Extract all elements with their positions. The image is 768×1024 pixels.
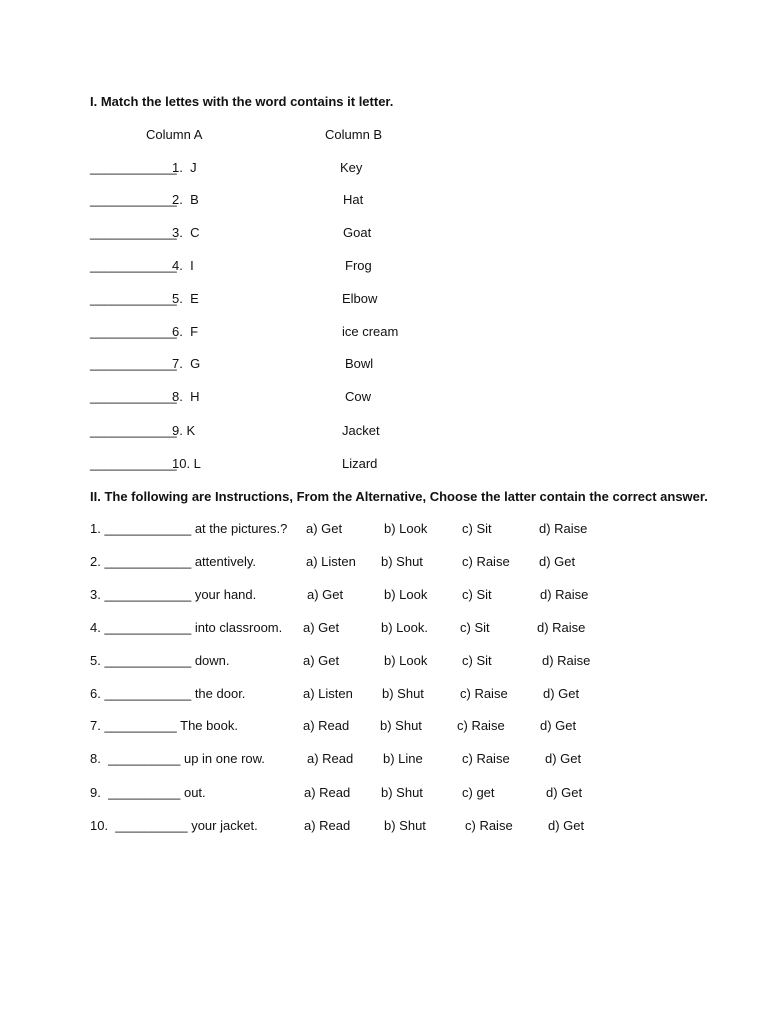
column-b-word: Jacket	[342, 423, 380, 438]
option-b[interactable]: b) Shut	[381, 785, 423, 800]
column-a-item: 8. H	[172, 389, 200, 404]
answer-blank[interactable]: ____________	[90, 456, 177, 471]
option-b[interactable]: b) Look	[384, 521, 428, 536]
column-a-item: 2. B	[172, 192, 199, 207]
column-a-item: 9. K	[172, 423, 196, 438]
option-a[interactable]: a) Listen	[303, 686, 353, 701]
option-b[interactable]: b) Shut	[380, 718, 422, 733]
option-d[interactable]: d) Get	[546, 785, 583, 800]
column-b-word: Hat	[343, 192, 364, 207]
option-a[interactable]: a) Read	[303, 718, 350, 733]
question-prompt: 2. ____________ attentively.	[90, 554, 257, 569]
option-d[interactable]: d) Raise	[540, 587, 589, 602]
option-c[interactable]: c) Sit	[462, 653, 492, 668]
question-prompt: 3. ____________ your hand.	[90, 587, 257, 602]
option-b[interactable]: b) Shut	[384, 818, 426, 833]
column-a-item: 10. L	[172, 456, 201, 471]
answer-blank[interactable]: ____________	[90, 389, 177, 404]
question-prompt: 5. ____________ down.	[90, 653, 230, 668]
option-a[interactable]: a) Get	[303, 653, 340, 668]
option-c[interactable]: c) Raise	[465, 818, 513, 833]
answer-blank[interactable]: ____________	[90, 356, 177, 371]
option-c[interactable]: c) Raise	[462, 554, 510, 569]
option-d[interactable]: d) Raise	[542, 653, 591, 668]
option-a[interactable]: a) Get	[307, 587, 344, 602]
column-a-item: 3. C	[172, 225, 200, 240]
option-c[interactable]: c) Raise	[457, 718, 505, 733]
option-d[interactable]: d) Raise	[539, 521, 588, 536]
option-b[interactable]: b) Line	[383, 751, 423, 766]
option-b[interactable]: b) Look.	[381, 620, 428, 635]
answer-blank[interactable]: ____________	[90, 324, 177, 339]
option-a[interactable]: a) Read	[304, 785, 351, 800]
column-a-item: 1. J	[172, 160, 197, 175]
column-b-word: Bowl	[345, 356, 374, 371]
option-c[interactable]: c) Sit	[460, 620, 490, 635]
option-b[interactable]: b) Look	[384, 587, 428, 602]
column-b-word: Elbow	[342, 291, 378, 306]
option-d[interactable]: d) Get	[548, 818, 585, 833]
section1-heading: I. Match the lettes with the word contains it letter.	[90, 94, 394, 109]
option-b[interactable]: b) Shut	[381, 554, 423, 569]
option-a[interactable]: a) Get	[303, 620, 340, 635]
option-d[interactable]: d) Raise	[537, 620, 586, 635]
option-c[interactable]: c) Sit	[462, 521, 492, 536]
option-d[interactable]: d) Get	[540, 718, 577, 733]
column-b-word: Frog	[345, 258, 372, 273]
column-b-word: Lizard	[342, 456, 378, 471]
answer-blank[interactable]: ____________	[90, 160, 177, 175]
question-prompt: 4. ____________ into classroom.	[90, 620, 283, 635]
answer-blank[interactable]: ____________	[90, 291, 177, 306]
column-b-word: Key	[340, 160, 363, 175]
question-prompt: 7. __________ The book.	[90, 718, 238, 733]
option-d[interactable]: d) Get	[543, 686, 580, 701]
column-a-item: 5. E	[172, 291, 199, 306]
answer-blank[interactable]: ____________	[90, 225, 177, 240]
option-c[interactable]: c) get	[462, 785, 495, 800]
column-a-header: Column A	[146, 127, 203, 142]
option-c[interactable]: c) Raise	[460, 686, 508, 701]
option-a[interactable]: a) Read	[304, 818, 351, 833]
column-b-word: ice cream	[342, 324, 399, 339]
answer-blank[interactable]: ____________	[90, 258, 177, 273]
column-b-header: Column B	[325, 127, 383, 142]
option-a[interactable]: a) Get	[306, 521, 343, 536]
answer-blank[interactable]: ____________	[90, 423, 177, 438]
option-b[interactable]: b) Look	[384, 653, 428, 668]
question-prompt: 9. __________ out.	[90, 785, 206, 800]
question-prompt: 1. ____________ at the pictures.?	[90, 521, 288, 536]
column-a-item: 6. F	[172, 324, 199, 339]
question-prompt: 10. __________ your jacket.	[90, 818, 258, 833]
question-prompt: 6. ____________ the door.	[90, 686, 246, 701]
section2-heading: II. The following are Instructions, From the Alternative, Choose the latter contain the correct answer.	[90, 489, 708, 504]
column-b-word: Cow	[345, 389, 372, 404]
column-a-item: 4. I	[172, 258, 194, 273]
option-c[interactable]: c) Raise	[462, 751, 510, 766]
option-d[interactable]: d) Get	[539, 554, 576, 569]
option-c[interactable]: c) Sit	[462, 587, 492, 602]
option-a[interactable]: a) Read	[307, 751, 354, 766]
column-b-word: Goat	[343, 225, 372, 240]
question-prompt: 8. __________ up in one row.	[90, 751, 265, 766]
column-a-item: 7. G	[172, 356, 201, 371]
answer-blank[interactable]: ____________	[90, 192, 177, 207]
option-b[interactable]: b) Shut	[382, 686, 424, 701]
option-a[interactable]: a) Listen	[306, 554, 356, 569]
option-d[interactable]: d) Get	[545, 751, 582, 766]
